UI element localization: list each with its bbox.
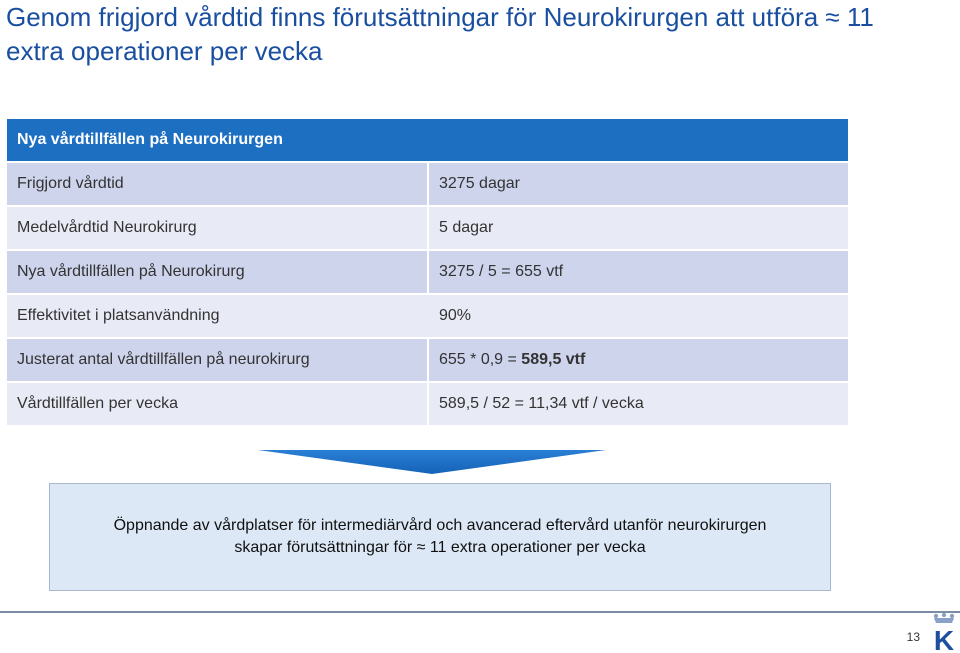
table-row bbox=[7, 339, 848, 383]
row-value: 3275 dagar bbox=[429, 163, 848, 207]
row-value: 589,5 / 52 = 11,34 vtf / vecka bbox=[429, 383, 848, 427]
table-header: Nya vårdtillfällen på Neurokirurgen bbox=[7, 119, 848, 163]
table-row bbox=[7, 383, 848, 427]
summary-box bbox=[49, 483, 831, 591]
summary-line-2: skapar förutsättningar för ≈ 11 extra operationer per vecka bbox=[234, 539, 646, 556]
slide-title: Genom frigjord vårdtid finns förutsättningar för Neurokirurgen att utföra ≈ 11 extra operationer per vecka bbox=[6, 2, 874, 66]
table-row bbox=[7, 251, 848, 295]
table-row bbox=[7, 207, 848, 251]
down-arrow-icon bbox=[256, 450, 608, 476]
page-number: 13 bbox=[906, 630, 920, 644]
row-value bbox=[429, 339, 848, 383]
row-label: Effektivitet i platsanvändning bbox=[7, 295, 429, 339]
row-value: 5 dagar bbox=[429, 207, 848, 251]
table-row bbox=[7, 163, 848, 207]
row-label: Justerat antal vårdtillfällen på neurokirurg bbox=[7, 339, 429, 383]
summary-line-1: Öppnande av vårdplatser för intermediärvård och avancerad eftervård utanför neurokirurgen bbox=[113, 517, 767, 534]
row-label: Medelvårdtid Neurokirurg bbox=[7, 207, 429, 251]
row-label: Frigjord vårdtid bbox=[7, 163, 429, 207]
vardtillfallen-table bbox=[7, 119, 848, 427]
karolinska-logo-icon bbox=[930, 612, 958, 652]
footer-divider bbox=[0, 611, 960, 613]
table-row bbox=[7, 295, 848, 339]
row-label: Nya vårdtillfällen på Neurokirurg bbox=[7, 251, 429, 295]
row-value: 3275 / 5 = 655 vtf bbox=[429, 251, 848, 295]
row-value-bold: 589,5 vtf bbox=[521, 351, 586, 368]
logo-letter: K bbox=[933, 625, 955, 652]
row-value-prefix: 655 * 0,9 = bbox=[439, 351, 522, 368]
row-value: 90% bbox=[429, 295, 848, 339]
row-label: Vårdtillfällen per vecka bbox=[7, 383, 429, 427]
